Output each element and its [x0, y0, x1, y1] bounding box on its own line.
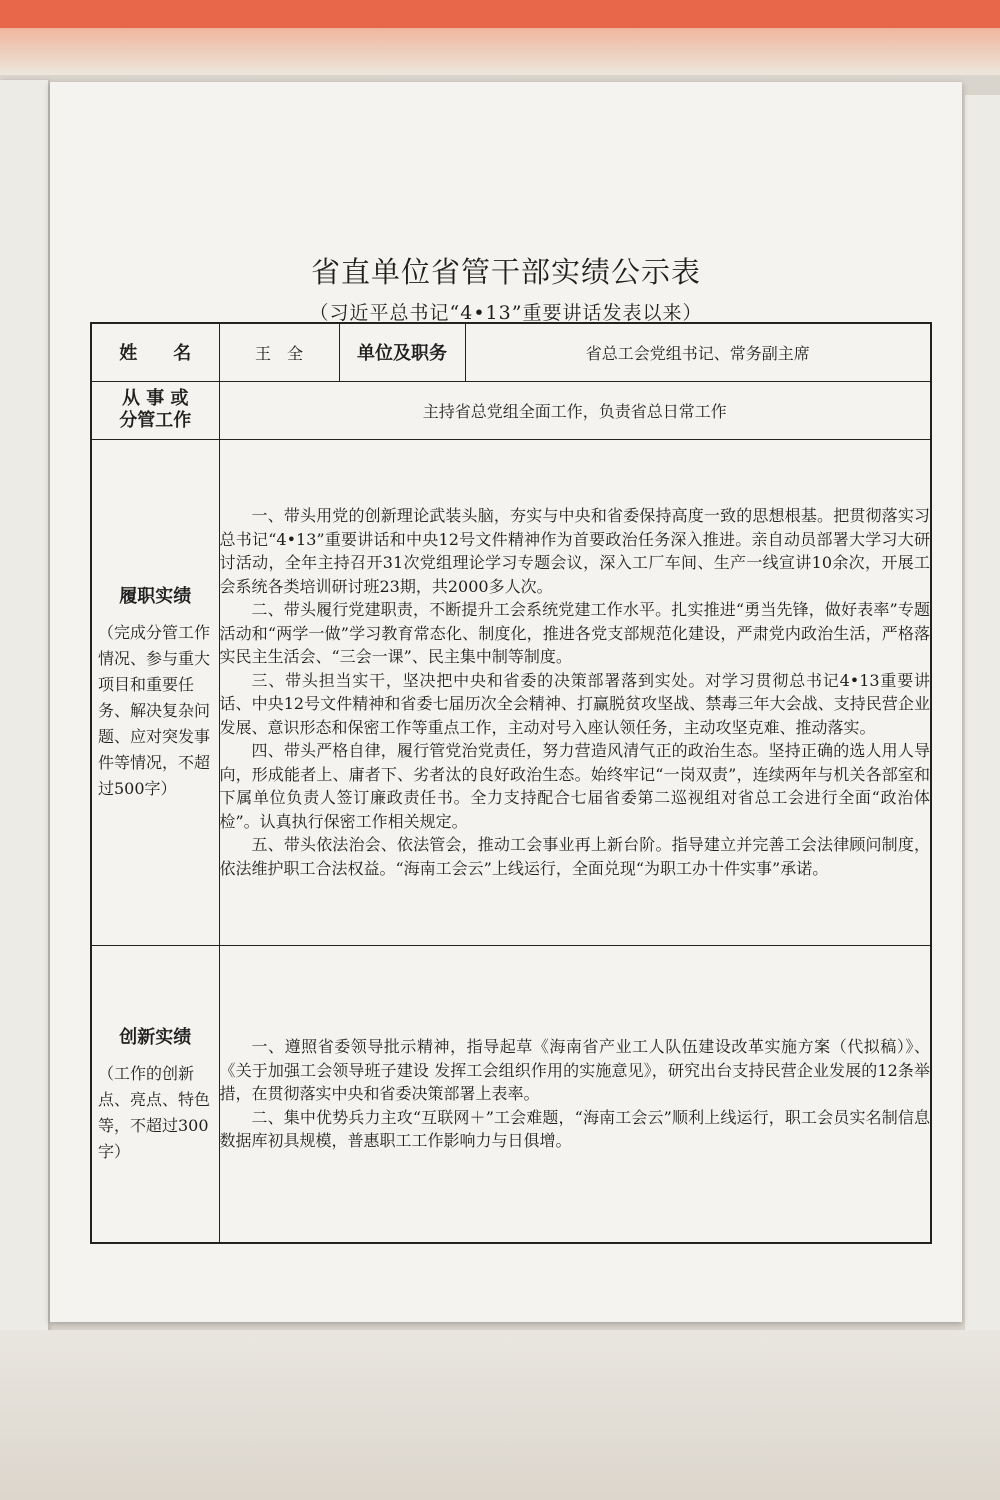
innovation-label-cell: [91, 945, 219, 1243]
duty-paragraph: 三、带头担当实干，坚决把中央和省委的决策部署落到实处。对学习贯彻总书记4•13重要讲话、中央12号文件精神和省委七届历次全会精神、打赢脱贫攻坚战、禁毒三年大会战、支持民营企业发展、意识形态和保密工作等重点工作，主动对号入座认领任务，主动攻坚克难、推动落实。: [219, 670, 930, 737]
document-subtitle: （习近平总书记“4•13”重要讲话发表以来）: [309, 302, 703, 324]
row-name: [91, 323, 931, 381]
duty-paragraph: 一、带头用党的创新理论武装头脑，夯实与中央和省委保持高度一致的思想根基。把贯彻落实习总书记“4•13”重要讲话和中央12号文件精神作为首要政治任务深入推进。亲自动员部署大学习大研讨活动，全年主持召开31次党组理论学习专题会议，深入工厂车间、生产一线宣讲10余次，开展工会系统各类培训研讨班23期，共2000多人次。: [219, 506, 930, 596]
innovation-note: （工作的创新点、亮点、特色等，不超过300字）: [98, 1063, 211, 1161]
duty-paragraph: 四、带头严格自律，履行管党治党责任，努力营造风清气正的政治生态。坚持正确的选人用人导向，形成能者上、庸者下、劣者汰的良好政治生态。始终牢记“一岗双责”，连续两年与机关各部室和下属单位负责人签订廉政责任书。全力支持配合七届省委第二巡视组对省总工会进行全面“政治体检”。认真执行保密工作相关规定。: [219, 741, 930, 831]
work-label: 从 事 或 分管工作: [91, 381, 219, 439]
row-work: [91, 381, 931, 439]
row-innovation: [91, 945, 931, 1243]
row-duty: [91, 439, 931, 945]
duty-paragraph: 五、带头依法治会、依法管会，推动工会事业再上新台阶。指导建立并完善工会法律顾问制度，依法维护职工合法权益。“海南工会云”上线运行，全面兑现“为职工办十件实事”承诺。: [219, 835, 930, 878]
record-table: [90, 322, 932, 1244]
unit-value: 省总工会党组书记、常务副主席: [465, 323, 931, 381]
innovation-paragraph: 二、集中优势兵力主攻“互联网＋”工会难题，“海南工会云”顺利上线运行，职工会员实名制信息数据库初具规模，普惠职工工作影响力与日俱增。: [219, 1107, 930, 1150]
adjacent-sheet-right: [965, 95, 1000, 1480]
name-value: 王 全: [219, 323, 339, 381]
duty-paragraph: 二、带头履行党建职责，不断提升工会系统党建工作水平。扎实推进“勇当先锋，做好表率”专题活动和“两学一做”学习教育常态化、制度化，推进各党支部规范化建设，严肃党内政治生活，严格落实民主生活会、“三会一课”、民主集中制等制度。: [219, 600, 930, 666]
document-title: 省直单位省管干部实绩公示表: [310, 255, 701, 289]
work-value: 主持省总党组全面工作，负责省总日常工作: [219, 381, 931, 439]
name-label: 姓 名: [91, 323, 219, 381]
innovation-content: [219, 945, 931, 1243]
unit-label: 单位及职务: [339, 323, 465, 381]
floor-background: [0, 1330, 1000, 1500]
innovation-paragraph: 一、遵照省委领导批示精神，指导起草《海南省产业工人队伍建设改革实施方案（代拟稿）》、《关于加强工会领导班子建设 发挥工会组织作用的实施意见》，研究出台支持民营企业发展的12条举措，在贯彻落实中央和省委决策部署上表率。: [219, 1037, 930, 1103]
innovation-label: 创新实绩: [119, 1026, 192, 1048]
duty-label-cell: [91, 439, 219, 945]
wall-red-strip: [0, 0, 1000, 28]
duty-note: （完成分管工作情况、参与重大项目和重要任务、解决复杂问题、应对突发事件等情况，不超过500字）: [98, 623, 211, 798]
adjacent-sheet-left: [0, 80, 48, 1480]
duty-content: [219, 439, 931, 945]
duty-label: 履职实绩: [119, 586, 192, 607]
document-sheet: [50, 82, 962, 1322]
